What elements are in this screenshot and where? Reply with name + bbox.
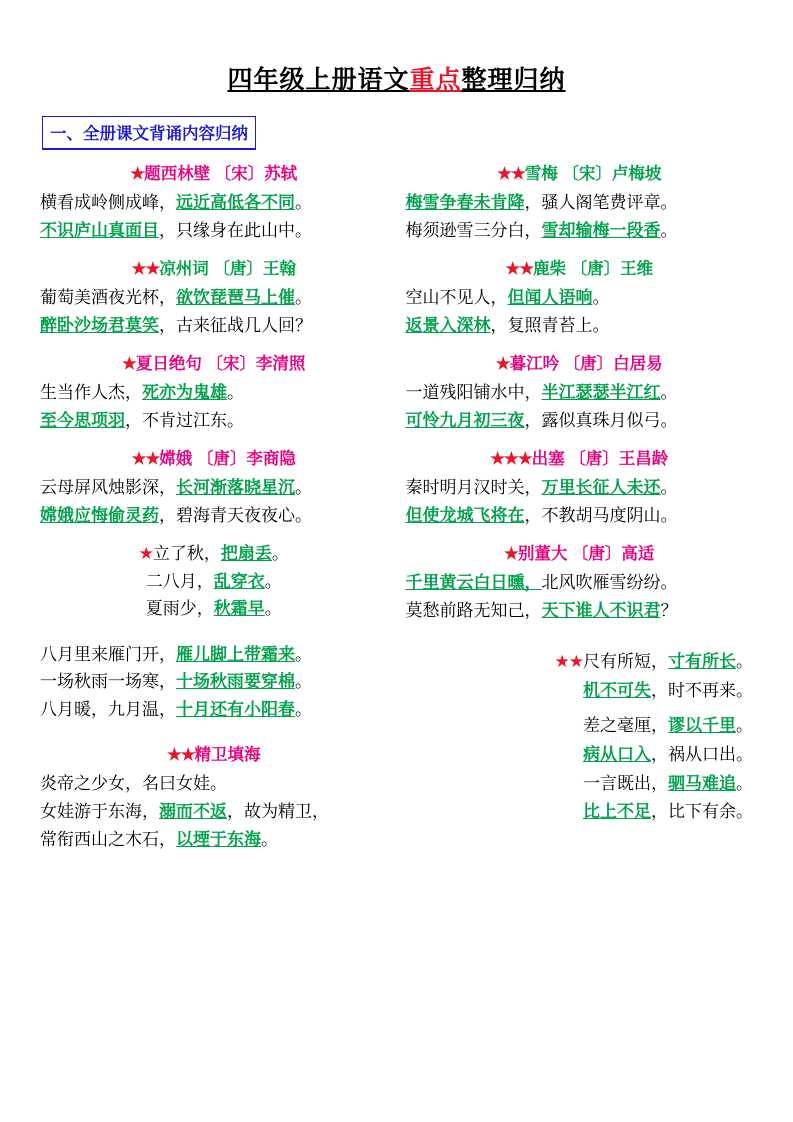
poem-line — [406, 217, 754, 245]
poem-name: 别董大 — [517, 545, 568, 564]
page-title — [40, 60, 753, 96]
poem-name: 雪梅 — [524, 165, 558, 183]
plain-text: 北风吹雁雪纷纷。 — [541, 573, 678, 593]
poem-line — [40, 312, 388, 340]
highlighted-phrase: 病从口入 — [583, 744, 651, 764]
plain-text: 尺有所短， — [583, 652, 668, 672]
plain-text: 。 — [271, 544, 289, 564]
star-marker: ★ — [122, 355, 136, 374]
poem-block — [40, 255, 388, 339]
proverb-line — [40, 568, 388, 596]
proverb-line — [40, 641, 388, 669]
section-heading: 一、全册课文背诵内容归纳 — [42, 116, 256, 150]
plain-text: 。 — [660, 478, 678, 498]
poem-line — [406, 407, 754, 435]
poem-title — [406, 255, 754, 279]
plain-text: 空山不见人， — [405, 288, 508, 308]
plain-text: 八月里来雁门开， — [40, 644, 176, 664]
poem-author: 〔宋〕李清照 — [201, 355, 306, 374]
poem-title — [406, 350, 754, 374]
star-marker: ★★ — [505, 260, 533, 279]
plain-text: 一场秋雨一场寒， — [40, 672, 176, 692]
poem-line — [40, 217, 388, 245]
poem-title — [406, 160, 754, 184]
plain-text: ，只缘身在此山中。 — [159, 220, 312, 240]
plain-text: ，祸从口出。 — [651, 744, 753, 764]
plain-text: 。 — [660, 220, 678, 240]
highlighted-phrase: 雁儿脚上带霜来 — [176, 644, 295, 664]
idiom-line — [406, 712, 754, 741]
poem-line — [406, 502, 754, 530]
highlighted-phrase: 溺而不返 — [159, 801, 227, 821]
plain-text: 二八月， — [145, 571, 214, 591]
plain-text: 夏雨少， — [145, 599, 214, 619]
highlighted-phrase: 但闻人语响 — [507, 288, 593, 308]
plain-text: ，复照青苔上。 — [490, 315, 610, 335]
star-marker: ★★ — [131, 450, 160, 469]
poem-author: 〔唐〕白居易 — [559, 355, 663, 374]
plain-text: 一道残阳铺水中， — [405, 383, 542, 403]
poem-line — [406, 284, 754, 312]
plain-text: 。 — [736, 773, 753, 793]
plain-text: 女娃游于东海， — [40, 801, 159, 821]
poem-name: 暮江吟 — [509, 355, 560, 374]
plain-text: ，不教胡马度阴山。 — [524, 505, 678, 525]
poem-line — [406, 474, 754, 502]
highlighted-phrase: 千里黄云白日曛， — [405, 573, 542, 593]
plain-text: ，故为精卫， — [227, 801, 329, 821]
plain-text: ，骚人阁笔费评章。 — [524, 193, 678, 212]
plain-text: 。 — [227, 383, 244, 403]
poem-name: 凉州词 — [159, 260, 209, 279]
idiom-line — [406, 677, 754, 706]
star-marker: ★★★ — [490, 450, 532, 469]
poem-line — [40, 379, 388, 407]
plain-text: 。 — [660, 383, 678, 403]
title-highlight: 重点 — [409, 66, 462, 94]
plain-text: 。 — [592, 288, 610, 308]
idiom-line — [406, 741, 754, 770]
plain-text: 常衔西山之木石， — [40, 829, 176, 849]
poem-title — [40, 445, 388, 469]
plain-text: 八月暖，九月温， — [40, 699, 176, 719]
plain-text: ，露似真珠月似弓。 — [524, 410, 678, 430]
plain-text: 立了秋， — [152, 544, 221, 564]
star-marker: ★★ — [131, 260, 160, 279]
poem-name: 夏日绝句 — [135, 355, 202, 374]
highlighted-phrase: 寸有所长 — [668, 652, 736, 672]
poem-block — [40, 160, 388, 244]
plain-text: ，比下有余。 — [651, 802, 753, 822]
star-marker: ★ — [130, 165, 145, 183]
highlighted-phrase: 乱穿衣 — [213, 571, 265, 591]
poem-name: 鹿柴 — [533, 260, 566, 279]
proverb-line — [40, 696, 388, 724]
title-part2: 整理归纳 — [461, 66, 566, 94]
proverb-line — [40, 540, 388, 568]
star-marker: ★ — [495, 355, 510, 374]
plain-text: 秦时明月汉时关， — [405, 478, 542, 498]
spacer — [40, 734, 388, 741]
star-marker: ★ — [504, 545, 518, 564]
proverb-line — [40, 595, 388, 623]
highlighted-phrase: 秋霜早 — [213, 599, 265, 619]
highlighted-phrase: 醉卧沙场君莫笑 — [40, 315, 159, 335]
highlighted-phrase: 至今思项羽 — [40, 410, 125, 430]
poem-line — [40, 474, 388, 502]
highlighted-phrase: 远近高低各不同 — [176, 193, 295, 212]
poem-name: 精卫填海 — [194, 746, 261, 765]
plain-text: 横看成岭侧成峰， — [40, 193, 176, 212]
highlighted-phrase: 半江瑟瑟半江红 — [541, 383, 661, 403]
poem-block — [406, 445, 754, 529]
plain-text: 。 — [264, 599, 282, 619]
plain-text: 。 — [295, 288, 312, 308]
title-part1: 四年级上册语文 — [227, 66, 410, 94]
plain-text: 生当作人杰， — [40, 383, 142, 403]
plain-text: 一言既出， — [583, 773, 668, 793]
plain-text: 。 — [295, 699, 312, 719]
highlighted-phrase: 比上不足 — [583, 802, 651, 822]
plain-text: 差之毫厘， — [583, 716, 668, 736]
idiom-line — [406, 798, 754, 827]
highlighted-phrase: 以堙于东海 — [176, 829, 261, 849]
highlighted-phrase: 十月还有小阳春 — [176, 699, 295, 719]
poem-name: 题西林壁 — [144, 165, 211, 183]
poem-line — [40, 407, 388, 435]
poem-line — [40, 826, 388, 854]
highlighted-phrase: 返景入深林 — [405, 315, 491, 335]
plain-text: 莫愁前路无知己， — [405, 600, 542, 620]
plain-text: ，不肯过江东。 — [125, 410, 244, 430]
poem-block — [40, 445, 388, 529]
spacer — [406, 635, 754, 648]
poem-author: 〔唐〕王昌龄 — [564, 450, 669, 469]
star-marker: ★★ — [497, 165, 525, 183]
star-marker: ★★ — [166, 746, 195, 765]
poem-title — [40, 255, 388, 279]
poem-author: 〔宋〕卢梅坡 — [557, 165, 662, 183]
poem-block — [406, 160, 754, 244]
idiom-line — [406, 648, 754, 677]
highlighted-phrase: 长河渐落晓星沉 — [176, 478, 295, 498]
two-column-layout — [40, 160, 753, 864]
poem-block — [40, 741, 388, 853]
highlighted-phrase: 天下谁人不识君 — [541, 600, 661, 620]
poem-line — [40, 189, 388, 217]
poem-line — [40, 770, 388, 798]
plain-text: 。 — [736, 652, 753, 672]
highlighted-phrase: 万里长征人未还 — [541, 478, 661, 498]
plain-text: 葡萄美酒夜光杯， — [40, 288, 176, 308]
highlighted-phrase: 谬以千里 — [668, 716, 736, 736]
plain-text: ，时不再来。 — [651, 680, 753, 700]
proverb-line — [40, 668, 388, 696]
proverb-group-weather — [40, 641, 388, 724]
spacer — [406, 705, 754, 712]
poem-title — [40, 741, 388, 765]
poem-name: 嫦娥 — [159, 450, 193, 469]
poem-title — [406, 540, 754, 564]
poem-name: 出塞 — [531, 450, 565, 469]
plain-text: 梅须逊雪三分白， — [405, 220, 542, 240]
plain-text: 炎帝之少女，名曰女娃。 — [40, 774, 227, 794]
highlighted-phrase: 雪却输梅一段香 — [541, 220, 661, 240]
highlighted-phrase: 死亦为鬼雄 — [142, 383, 227, 403]
poem-line — [40, 284, 388, 312]
highlighted-phrase: 不识庐山真面目 — [40, 220, 159, 240]
star-marker: ★ — [138, 544, 153, 564]
idiom-line — [406, 770, 754, 799]
poem-author: 〔唐〕李商隐 — [192, 450, 296, 469]
poem-block — [40, 350, 388, 434]
poem-author: 〔宋〕苏轼 — [210, 165, 298, 183]
highlighted-phrase: 嫦娥应悔偷灵药 — [40, 505, 159, 525]
poem-line — [40, 798, 388, 826]
plain-text: ，碧海青天夜夜心。 — [159, 505, 312, 525]
highlighted-phrase: 十场秋雨要穿棉 — [176, 672, 295, 692]
star-marker: ★★ — [554, 652, 583, 672]
spacer — [40, 634, 388, 641]
idiom-group — [406, 648, 754, 826]
plain-text: 。 — [261, 829, 278, 849]
plain-text: ？ — [660, 600, 678, 620]
plain-text: 。 — [736, 716, 753, 736]
poem-line — [406, 379, 754, 407]
poem-block — [406, 350, 754, 434]
highlighted-phrase: 机不可失 — [583, 680, 651, 700]
plain-text: 。 — [295, 644, 312, 664]
poem-block — [406, 255, 754, 339]
highlighted-phrase: 驷马难追 — [668, 773, 736, 793]
plain-text: 。 — [295, 478, 312, 498]
poem-title — [40, 350, 388, 374]
poem-line — [406, 569, 754, 597]
plain-text: 云母屏风烛影深， — [40, 478, 176, 498]
proverb-group-seasonal — [40, 540, 388, 623]
poem-author: 〔唐〕高适 — [567, 545, 655, 564]
poem-author: 〔唐〕王翰 — [208, 260, 296, 279]
poem-title — [40, 160, 388, 184]
poem-author: 〔唐〕王维 — [566, 260, 654, 279]
left-column — [40, 160, 388, 864]
highlighted-phrase: 把扇丢 — [220, 544, 272, 564]
plain-text: 。 — [295, 672, 312, 692]
highlighted-phrase: 可怜九月初三夜 — [405, 410, 525, 430]
plain-text: 。 — [295, 193, 312, 212]
poem-block — [406, 540, 754, 624]
highlighted-phrase: 梅雪争春未肯降 — [405, 193, 525, 212]
poem-line — [40, 502, 388, 530]
poem-line — [406, 189, 754, 217]
poem-title — [406, 445, 754, 469]
right-column — [406, 160, 754, 827]
poem-line — [406, 312, 754, 340]
plain-text: 。 — [264, 571, 282, 591]
highlighted-phrase: 欲饮琵琶马上催 — [176, 288, 295, 308]
poem-line — [406, 597, 754, 625]
highlighted-phrase: 但使龙城飞将在 — [405, 505, 525, 525]
plain-text: ，古来征战几人回？ — [159, 315, 312, 335]
